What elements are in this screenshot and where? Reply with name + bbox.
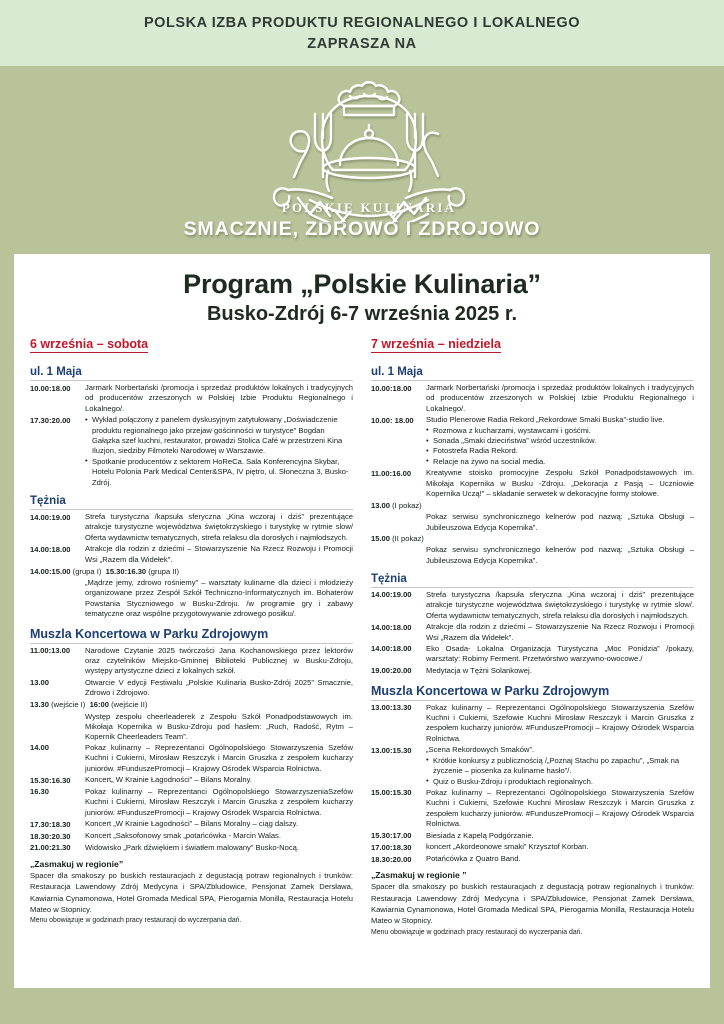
schedule-description	[426, 622, 694, 643]
schedule-time: 11.00:16.00	[371, 468, 412, 478]
schedule-row	[30, 544, 353, 565]
schedule-description	[426, 842, 694, 852]
schedule-time: 14.00:18.00	[30, 544, 71, 554]
time-primary-label: (I pokaz)	[392, 500, 422, 510]
description-text: Pokaz kulinarny – Reprezentanci Ogólnopolskiego Stowarzyszenia Szefów Kuchni i Cukierni, Szefowie Kuchni Mirosław Reszczyk i Marcin Gruszka z zespołem kucharzy juniorów. #FunduszePromocji – Krajowy Ośrodek Wsparcia Rolnictwa.	[426, 787, 694, 829]
schedule-subdescription: Występ zespołu cheerleaderek z Zespołu Szkół Ponadpodstawowych im. Mikołaja Kopernika w Busku-Zdroju pod hasłem: „Ruch, Radość, Rytm – Kopernik Cheerleaders Team”.	[85, 711, 353, 742]
bullet-list	[85, 415, 353, 488]
bullet-list	[426, 426, 694, 468]
section-heading: ul. 1 Maja	[371, 366, 694, 381]
schedule-description	[85, 819, 353, 829]
schedule-time: 10.00: 18.00	[371, 415, 414, 425]
schedule-time	[371, 533, 430, 544]
description-text: Pokaz kulinarny – Reprezentanci Ogólnopolskiego StowarzyszeniaSzefów Kuchni i Cukierni, Mirosław Reszczyk i Marcin Gruszka z zespołem kucharzy juniorów. #FunduszePromocji – Krajowy Ośrodek Wsparcia Rolnictwa.	[85, 786, 353, 817]
schedule-row	[30, 700, 353, 711]
schedule-row	[371, 745, 694, 787]
schedule-subdescription-wrap	[85, 578, 353, 620]
description-text: Widowisko „Park dźwiękiem i światłem malowany” Busko-Nocą.	[85, 842, 299, 852]
time-primary: 15.00	[371, 533, 391, 543]
description-text: Narodowe Czytanie 2025 twórczości Jana Kochanowskiego przez lektorów oraz czytelników Miejsko-Gminnej Biblioteki Publicznej w Busku-Zdroju, występy artystyczne dzieci z lokalnych szkół.	[85, 645, 353, 676]
schedule-subdescription-wrap	[426, 545, 694, 566]
schedule-description	[426, 666, 694, 676]
schedule-time: 19.00:20.00	[371, 666, 412, 676]
schedule-time: 13.00:15.30	[371, 745, 412, 755]
schedule-row	[371, 854, 694, 865]
schedule-time: 16.30	[30, 787, 50, 797]
schedule-description	[85, 415, 353, 488]
schedule-row	[371, 415, 694, 467]
schedule-description	[85, 743, 353, 774]
schedule-row	[371, 383, 694, 414]
schedule-time	[30, 700, 153, 711]
time-secondary: 16:00	[89, 700, 109, 710]
footer-text: Spacer dla smakoszy po buskich restauracjach z degustacją potraw regionalnych i trunków: Restauracja Lawendowy Zdrój Medycyna i SPA/Zbludowice, Pensjonat Zamek Dersława, Kawiarnia Cynamonowa, Hotel Gromada Medical SPA, Pierogarnia Monilla, Restauracja Hotelu Mateo w Stopnicy.	[30, 870, 353, 915]
day-column	[371, 335, 694, 938]
page-title: Program „Polskie Kulinaria”	[183, 269, 541, 299]
schedule-time: 14.00:19.00	[371, 590, 412, 600]
schedule-row	[30, 678, 353, 699]
schedule-row	[371, 468, 694, 499]
footer-title: „Zasmakuj w regionie”	[30, 858, 124, 869]
schedule-row	[30, 566, 353, 577]
schedule-row	[30, 843, 353, 854]
description-text: „Scena Rekordowych Smaków”.	[426, 745, 535, 755]
schedule-description	[426, 468, 694, 499]
time-primary-label: (grupa I)	[72, 566, 102, 576]
description-text: Medytacja w Tężni Solankowej.	[426, 665, 532, 675]
day-heading: 6 września – sobota	[30, 337, 149, 351]
section-heading: Tężnia	[30, 495, 353, 510]
schedule-time: 13.00	[30, 678, 50, 688]
schedule-row	[30, 787, 353, 818]
description-text: Atrakcje dla rodzin z dziećmi – Stowarzyszenie Na Rzecz Rozwoju i Promocji Wsi „Razem dla Widełek”.	[426, 622, 694, 642]
time-primary: 13.30	[30, 700, 50, 710]
schedule-subdescription: Pokaz serwisu synchronicznego kelnerów pod nazwą: „Sztuka Obsługi – Jubileuszowa Edycja Kopernika”.	[426, 512, 694, 532]
page-subtitle: Busko-Zdrój 6-7 września 2025 r.	[206, 303, 518, 325]
schedule-time: 10.00:18.00	[371, 383, 412, 393]
bullet-item: • Relacje na żywo na social media.	[426, 457, 694, 467]
schedule-row	[30, 819, 353, 830]
schedule-description	[426, 788, 694, 830]
schedule-subdescription: Pokaz serwisu synchronicznego kelnerów pod nazwą: „Sztuka Obsługi – Jubileuszowa Edycja Kopernika”.	[426, 545, 694, 565]
schedule-time: 15.30:17.00	[371, 831, 412, 841]
schedule-row	[30, 383, 353, 414]
schedule-row	[30, 775, 353, 786]
schedule-time: 11.00:13.00	[30, 646, 71, 656]
program-card	[14, 254, 710, 988]
description-text: Strefa turystyczna /kapsuła sferyczna „Kina wczoraj i dziś” prezentujące atrakcje turystyczne województwa świętokrzyskiego i turystykę w rytmie slow/ Oferta wydawnictw tematycznych, strefa relaksu dla dorosłych i najmłodszych.	[85, 512, 353, 542]
day-heading: 7 września – niedziela	[371, 337, 501, 351]
schedule-row	[371, 703, 694, 745]
logo-wordmark: POLSKIE KULINARIA	[281, 200, 457, 215]
time-primary-label: (wejście I)	[51, 700, 86, 710]
day-columns	[30, 335, 694, 938]
schedule-description	[426, 383, 694, 414]
schedule-time: 13.00:13.30	[371, 703, 412, 713]
description-text: Kreatywne stoisko promocyjne Zespołu Szkół Ponadpodstawowych im. Mikołaja Kopernika w Busku -Zdroju. „Dekoracja z Pasją – Uczniowie Kopernika Uczą!” – składanie serwetek w dekoracyjne formy stołowe.	[426, 468, 694, 499]
description-text: Jarmark Norbertański /promocja i sprzedaż produktów lokalnych i tradycyjnych od producentów zrzeszonych w Polskiej Izbie Produktu Regionalnego i Lokalnego/.	[85, 383, 353, 413]
schedule-time	[371, 500, 428, 511]
description-text: Studio Plenerowe Radia Rekord „Rekordowe Smaki Buska”-studio live.	[426, 415, 665, 425]
schedule-subdescription: „Mądrze jemy, zdrowo rośniemy” – warsztaty kulinarne dla dzieci i młodzieży organizowane przez Zespół Szkół Techniczno-Informatycznych im. Bohaterów Powstania Styczniowego w Busku-Zdroju. /w programie gry i zabawy tematyczne oraz wspólne przygotowywanie zdrowego posiłku/.	[85, 578, 353, 619]
organizer-line: POLSKA IZBA PRODUKTU REGIONALNEGO I LOKALNEGO	[143, 15, 581, 31]
description-text: Eko Osada- Lokalna Organizacja Turystyczna „Moc Ponidzia” /pokazy, warsztaty: Robimy Ferment. Przetwórstwo warzywno-owocowe./	[426, 643, 694, 664]
section-heading: Muszla Koncertowa w Parku Zdrojowym	[30, 627, 353, 644]
description-text: Biesiada z Kapelą Podgórzanie.	[426, 830, 534, 840]
bullet-item: • Quiz o Busku-Zdroju i produktach regionalnych.	[426, 777, 694, 787]
schedule-description	[85, 775, 353, 785]
schedule-row	[371, 644, 694, 665]
schedule-description	[85, 383, 353, 414]
time-secondary: 15.30:16.30	[105, 566, 147, 576]
description-text: Strefa turystyczna /kapsuła sferyczna „Kina wczoraj i dziś” prezentujące atrakcje turystyczne województwa świętokrzyskiego i turystykę w rytmie slow/. Oferta wydawnictw tematycznych, strefa relaksu dla dorosłych i najmłodszych.	[426, 589, 694, 620]
schedule-description	[85, 512, 353, 543]
description-text: Koncert „Saksofonowy smak „potańcówka - Marcin Walas.	[85, 831, 281, 841]
footer-note: Menu obowiązuje w godzinach pracy restauracji do wyczerpania dań.	[371, 928, 583, 936]
day-column	[30, 335, 353, 938]
footer-text: Spacer dla smakoszy po buskich restauracjach z degustacją potraw regionalnych i trunków: Restauracja Lawendowy Zdrój Medycyna i SPA/Zbludowice, Pensjonat Zamek Dersława, Kawiarnia Cynamonowa, Hotel Gromada Medical SPA, Pierogarnia Monilla, Restauracja Hotelu Mateo w Stopnicy.	[371, 882, 694, 926]
schedule-row	[371, 842, 694, 853]
schedule-time: 10.00:18.00	[30, 383, 71, 393]
invite-line: ZAPRASZA NA	[307, 36, 417, 52]
schedule-time: 18.30:20.30	[30, 831, 71, 841]
schedule-time: 14.00:18.00	[371, 644, 412, 654]
schedule-row	[371, 590, 694, 621]
schedule-time: 14.00:18.00	[371, 622, 412, 632]
schedule-description	[426, 745, 694, 787]
section-heading: Tężnia	[371, 573, 694, 588]
time-primary-label: (II pokaz)	[392, 533, 424, 543]
schedule-time: 17.30:18.30	[30, 819, 71, 829]
schedule-time: 15.00:15.30	[371, 788, 412, 798]
description-text: Potańcówka z Quatro Band.	[426, 854, 521, 864]
schedule-row	[371, 788, 694, 830]
description-text: Atrakcje dla rodzin z dziećmi – Stowarzyszenie Na Rzecz Rozwoju i Promocji Wsi „Razem dla Widełek”.	[85, 544, 353, 564]
schedule-description	[426, 854, 694, 864]
description-text: koncert „Akordeonowe smaki” Krzysztof Korban.	[426, 842, 589, 852]
time-secondary-label: (wejście II)	[111, 700, 148, 710]
schedule-description	[85, 678, 353, 699]
schedule-row	[30, 831, 353, 842]
schedule-time: 17.00:18.30	[371, 842, 412, 852]
schedule-time: 21.00:21.30	[30, 843, 71, 853]
schedule-row	[30, 743, 353, 774]
schedule-description	[85, 843, 353, 853]
bullet-list	[426, 756, 694, 787]
schedule-row	[30, 415, 353, 488]
bullet-item: • Spotkanie producentów z sektorem HoReCa. Sala Konferencyjna Skybar, Hotelu Polonia Park Medical Center&SPA, IV piętro, ul. Słoneczna 3, Busko-Zdrój.	[85, 457, 353, 488]
schedule-row	[371, 666, 694, 677]
invite-band	[0, 0, 724, 66]
schedule-subdescription-wrap	[426, 512, 694, 533]
time-secondary-label: (grupa II)	[148, 566, 180, 576]
schedule-description	[85, 544, 353, 565]
schedule-time: 14.00:19.00	[30, 512, 71, 522]
footer-note: Menu obowiązuje w godzinach pracy restauracji do wyczerpania dań.	[30, 917, 242, 925]
schedule-description	[426, 831, 694, 841]
schedule-time: 17.30:20.00	[30, 415, 71, 425]
schedule-row	[371, 500, 694, 511]
schedule-row	[30, 646, 353, 677]
schedule-subdescription-wrap	[85, 712, 353, 743]
time-primary: 14.00:15.00	[30, 566, 71, 576]
schedule-row	[371, 831, 694, 842]
schedule-description	[85, 787, 353, 818]
bullet-item: • Fotostrefa Radia Rekord.	[426, 446, 694, 456]
schedule-description	[426, 590, 694, 621]
schedule-description	[426, 644, 694, 665]
bullet-item: • Sonada „Smaki dzieciństwa” wśród uczestników.	[426, 436, 694, 446]
bullet-item: • Wykład połączony z panelem dyskusyjnym zatytułowany „Doświadczenie produktu regionalnego jako przejaw gościnności w turystyce” Bogdan Gałązka szef kuchni, restaurator, prowadzi Stolica Café w przestrzeni Kina Iluzjon, siedziby Filmoteki Narodowej w Warszawie.	[85, 415, 353, 457]
bullet-item: • Rozmowa z kucharzami, wystawcami i gośćmi.	[426, 426, 694, 436]
schedule-time: 18.30:20.00	[371, 854, 412, 864]
schedule-row	[30, 512, 353, 543]
schedule-time	[30, 566, 185, 577]
description-text: Otwarcie V edycji Festiwalu „Polskie Kulinaria Busko-Zdrój 2025” Smacznie, Zdrowo i Zdrojowo.	[85, 677, 353, 698]
description-text: Koncert„ W Krainie Łagodności” – Bilans Moralny.	[85, 775, 252, 784]
footer-title: „Zasmakuj w regionie ”	[371, 870, 467, 881]
schedule-time: 15.30:16.30	[30, 775, 71, 785]
description-text: Pokaz kulinarny – Reprezentanci Ogólnopolskiego Stowarzyszenia Szefów Kuchni i Cukierni, Mirosław Reszczyk i Marcin Gruszka z zespołem kucharzy juniorów. #FunduszePromocji – Krajowy Ośrodek Wsparcia Rolnictwa.	[85, 742, 353, 773]
polskie-kulinaria-logo	[252, 72, 472, 222]
description-text: Koncert „W Krainie Łagodności” – Bilans Moralny – ciąg dalszy.	[85, 819, 299, 829]
time-primary: 13.00	[371, 500, 391, 510]
schedule-description	[426, 415, 694, 467]
bullet-item: • Krótkie konkursy z publicznością /„Poznaj Stachu po zapachu”, „Smak na życzenie – piosenka za kulinarne hasło”/.	[426, 756, 694, 777]
section-heading: ul. 1 Maja	[30, 366, 353, 381]
schedule-description	[85, 831, 353, 841]
schedule-description	[426, 703, 694, 745]
schedule-description	[85, 646, 353, 677]
schedule-time: 14.00	[30, 743, 50, 753]
logo-hero	[0, 66, 724, 254]
description-text: Jarmark Norbertański /promocja i sprzedaż produktów lokalnych i tradycyjnych od producentów zrzeszonych w Polskiej Izbie Produktu Regionalnego i Lokalnego/.	[426, 383, 694, 413]
tagline: SMACZNIE, ZDROWO I ZDROJOWO	[183, 218, 541, 240]
schedule-row	[371, 622, 694, 643]
schedule-row	[371, 533, 694, 544]
section-heading: Muszla Koncertowa w Parku Zdrojowym	[371, 684, 694, 701]
description-text: Pokaz kulinarny – Reprezentanci Ogólnopolskiego Stowarzyszenia Szefów Kuchni i Cukierni, Szefowie Kuchni Mirosław Reszczyk i Marcin Gruszka z zespołem kucharzy juniorów. #FunduszePromocji – Krajowy Ośrodek Wsparcia Rolnictwa.	[426, 702, 694, 743]
